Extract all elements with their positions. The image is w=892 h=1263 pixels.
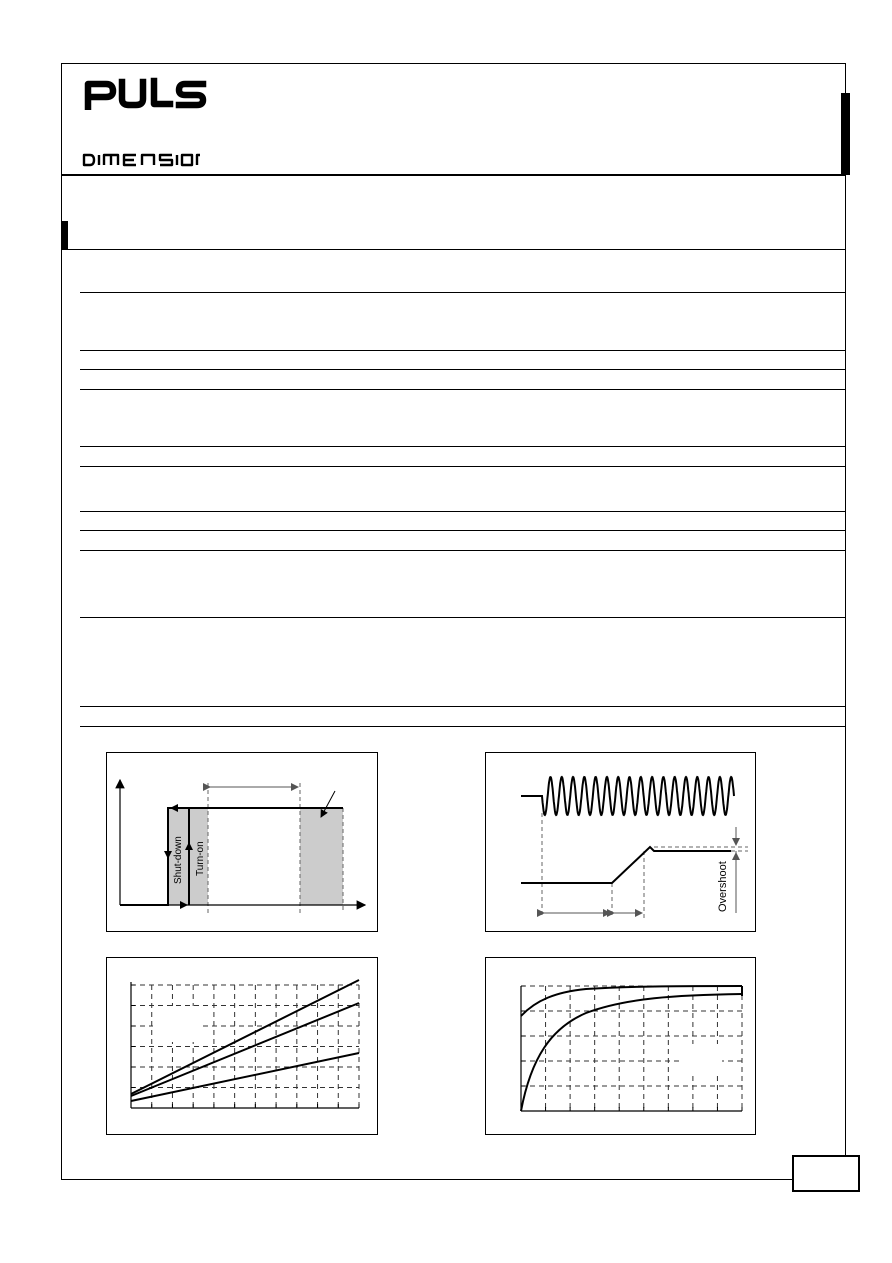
table-row-divider [80, 350, 846, 351]
table-row-divider [80, 369, 846, 370]
table-row-divider [80, 466, 846, 467]
header-divider [61, 174, 846, 176]
table-row-divider [80, 511, 846, 512]
dimension-logo [82, 152, 200, 168]
legend-box [153, 1006, 203, 1042]
overshoot-label: Overshoot [717, 861, 729, 912]
header-accent-bar [841, 93, 850, 175]
table-row-divider [80, 389, 846, 390]
shutdown-label: Shut-down [173, 836, 184, 884]
legend-box [682, 1044, 722, 1076]
saturation-curves-graph [485, 957, 756, 1135]
turnon-label: Turn-on [195, 841, 206, 876]
startup-behavior-diagram [485, 752, 756, 932]
linear-curves-graph [106, 957, 378, 1135]
puls-logo [84, 76, 210, 110]
page-number-box [792, 1155, 860, 1192]
input-sine-wave [521, 777, 734, 815]
output-voltage-curve [521, 847, 731, 883]
table-row-divider [80, 550, 846, 551]
table-row-divider [80, 617, 846, 618]
section-title-divider [61, 249, 846, 250]
section-accent-bar [61, 221, 68, 250]
table-row-divider [80, 530, 846, 531]
table-row-divider [80, 726, 846, 727]
table-row-divider [80, 706, 846, 707]
turn-on-behavior-diagram [106, 752, 378, 932]
shaded-region [300, 808, 343, 905]
table-row-divider [80, 292, 846, 293]
table-row-divider [80, 446, 846, 447]
